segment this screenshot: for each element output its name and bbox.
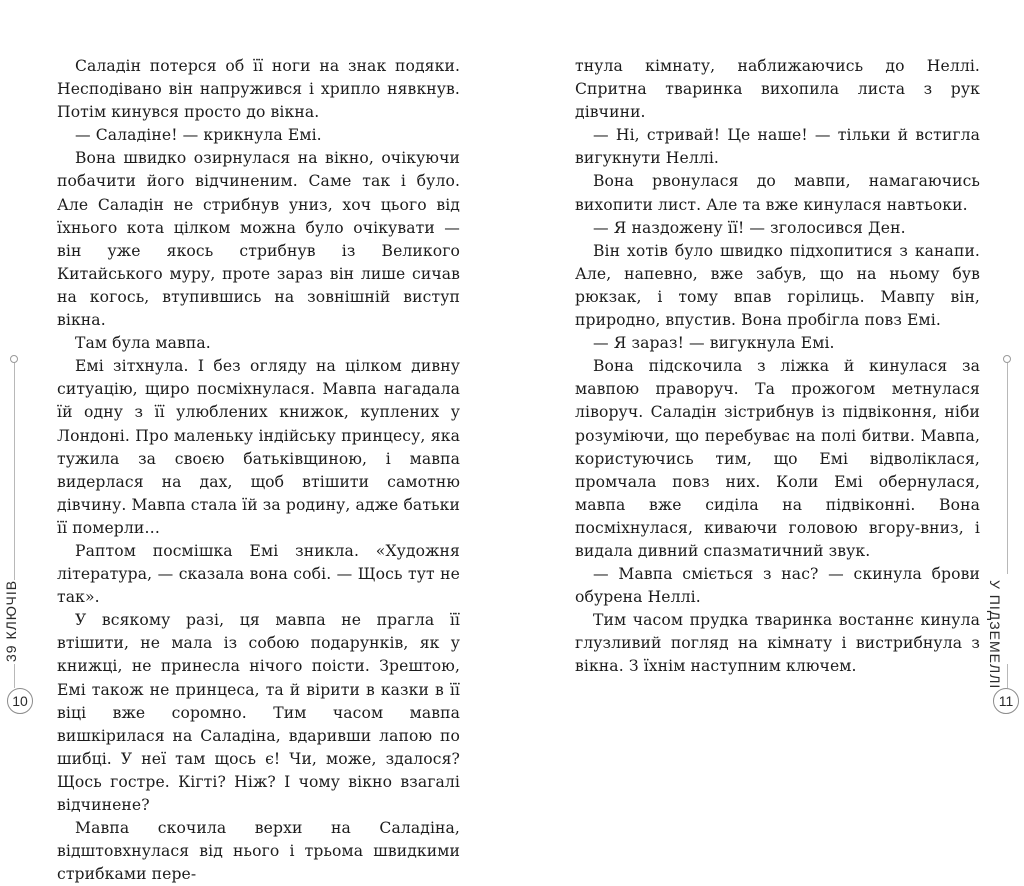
paragraph: Мавпа скочила верхи на Саладіна, відштовхнулася від нього і трьома швидкими стрибками пере- (57, 819, 460, 884)
page-number-right: 11 (993, 688, 1019, 714)
right-page (512, 0, 1024, 743)
paragraph: — Я наздожену її! — зголосився Ден. (593, 218, 906, 237)
left-margin-rule (14, 362, 15, 580)
paragraph: Тим часом прудка тваринка востаннє кинула глузливий погляд на кімнату і вистрибнула з вікна. З їхнім наступним ключем. (575, 611, 980, 676)
left-margin-rule-knob (10, 355, 18, 363)
right-margin-rule (1007, 362, 1008, 574)
paragraph: Він хотів було швидко підхопитися з канапи. Але, напевно, вже забув, що на ньому був рюкзак, і тому впав горілиць. Мавпу він, природно, впустив. Вона пробігла повз Емі. (575, 241, 980, 330)
paragraph: — Мавпа сміється з нас? — скинула брови обурена Неллі. (575, 565, 980, 607)
paragraph: — Саладіне! — крикнула Емі. (75, 126, 322, 145)
paragraph: Там була мавпа. (75, 334, 211, 353)
paragraph: — Я зараз! — вигукнула Емі. (593, 334, 835, 353)
right-margin-rule-knob (1003, 355, 1011, 363)
left-page-text (57, 55, 460, 886)
paragraph: Вона рвонулася до мавпи, намагаючись вихопити лист. Але та вже кинулася навтьоки. (575, 172, 980, 214)
paragraph: У всякому разі, ця мавпа не прагла її втішити, не мала із собою подарунків, як у книжці, не принесла нічого поісти. Зрештою, Емі також не принцеса, та й вірити в казки в її віці вже соромно. Тим часом мавпа вишкірилася на Саладіна, вдаривши лапою по шибці. У неї там щось є! Чи, може, здалося? Щось гостре. Кігті? Ніж? І чому вікно взагалі відчинене? (57, 611, 460, 814)
right-page-text (575, 55, 980, 679)
paragraph: Вона підскочила з ліжка й кинулася за мавпою праворуч. Та прожогом метнулася ліворуч. Саладін зістрибнув із підвіконня, ніби розуміючи, що перебуває на полі битви. Мавпа, користуючись тим, що Емі відволіклася, промчала повз них. Коли Емі обернулася, мавпа вже сиділа на підвіконні. Вона посміхнулася, киваючи головою вгору-вниз, і видала дивний спазматичний звук. (575, 357, 980, 560)
running-head-right: У ПІДЗЕМЕЛЛІ (987, 580, 1003, 690)
paragraph: Раптом посмішка Емі зникла. «Художня література, — сказала вона собі. — Щось тут не так». (57, 541, 460, 607)
paragraph: Саладін потерся об її ноги на знак подяки. Несподівано він напружився і хрипло нявкнув. Потім кинувся просто до вікна. (57, 57, 460, 122)
paragraph: — Ні, стривай! Це наше! — тільки й встигла вигукнути Неллі. (575, 126, 980, 168)
paragraph: Вона швидко озирнулася на вікно, очікуючи побачити його відчиненим. Саме так і було. Але Саладін не стрибнув униз, хоч цього від їхнього кота цілком можна було очікувати — він уже якось стрибнув із Великого Китайського муру, проте зараз він лише сичав на когось, втупившись на зовнішній виступ вікна. (57, 149, 460, 330)
page-number-left: 10 (7, 688, 33, 714)
left-margin-rule-lower (14, 664, 15, 688)
running-head-left: 39 КЛЮЧІВ (3, 579, 19, 662)
right-margin-rule-lower (1007, 664, 1008, 688)
paragraph: тнула кімнату, наближаючись до Неллі. Спритна тваринка вихопила листа з рук дівчини. (575, 57, 980, 122)
paragraph: Емі зітхнула. І без огляду на цілком дивну ситуацію, щиро посміхнулася. Мавпа нагадала їй одну з її улюблених книжок, куплених у Лондоні. Про маленьку індійську принцесу, яка тужила за своєю батьківщиною, і мавпа видерлася на дах, щоб втішити самотню дівчину. Мавпа стала їй за родину, адже батьки її померли… (57, 357, 460, 537)
left-page (0, 0, 512, 884)
